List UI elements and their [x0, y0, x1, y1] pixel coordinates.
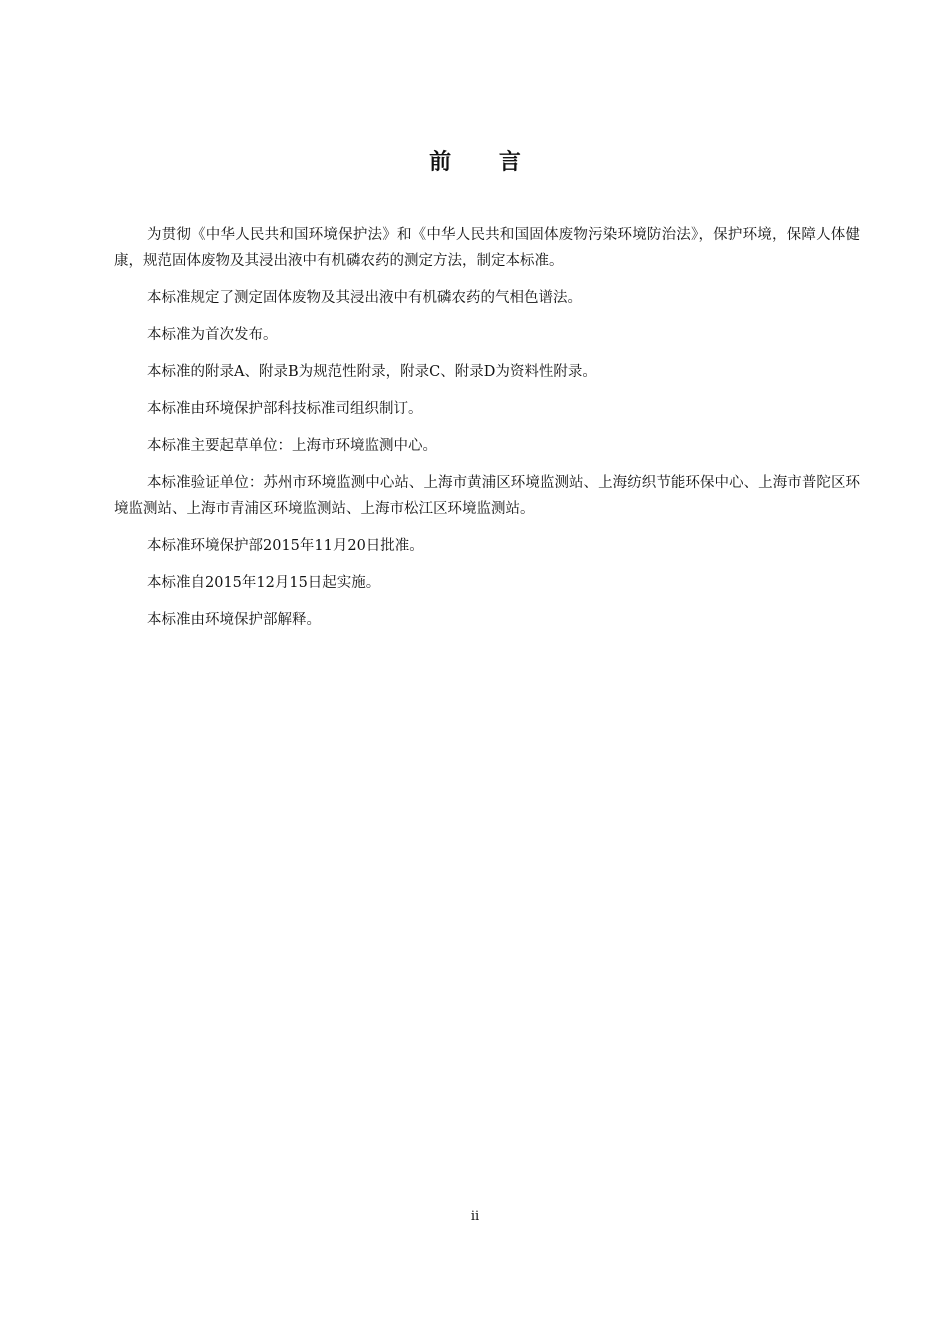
page-title: 前 言 [429, 150, 541, 175]
paragraph-effective-date: 本标准自2015年12月15日起实施。 [147, 575, 381, 591]
page-number: ii [470, 1209, 480, 1224]
paragraph-first-release: 本标准为首次发布。 [147, 327, 278, 343]
paragraph-approval-date: 本标准环境保护部2015年11月20日批准。 [147, 538, 424, 554]
paragraph-organizer: 本标准由环境保护部科技标准司组织制订。 [147, 401, 423, 417]
paragraph-purpose: 为贯彻《中华人民共和国环境保护法》和《中华人民共和国固体废物污染环境防治法》，保护环境，保障人体健康，规范固体废物及其浸出液中有机磷农药的测定方法，制定本标准。 [114, 227, 860, 269]
paragraph-interpretation: 本标准由环境保护部解释。 [147, 612, 321, 628]
paragraph-scope: 本标准规定了测定固体废物及其浸出液中有机磷农药的气相色谱法。 [147, 290, 582, 306]
paragraph-verification-units: 本标准验证单位：苏州市环境监测中心站、上海市黄浦区环境监测站、上海纺织节能环保中心、上海市普陀区环境监测站、上海市青浦区环境监测站、上海市松江区环境监测站。 [114, 475, 860, 517]
paragraph-drafting-unit: 本标准主要起草单位：上海市环境监测中心。 [147, 438, 437, 454]
paragraph-appendices: 本标准的附录A、附录B为规范性附录，附录C、附录D为资料性附录。 [147, 364, 597, 380]
foreword-body [114, 222, 860, 644]
